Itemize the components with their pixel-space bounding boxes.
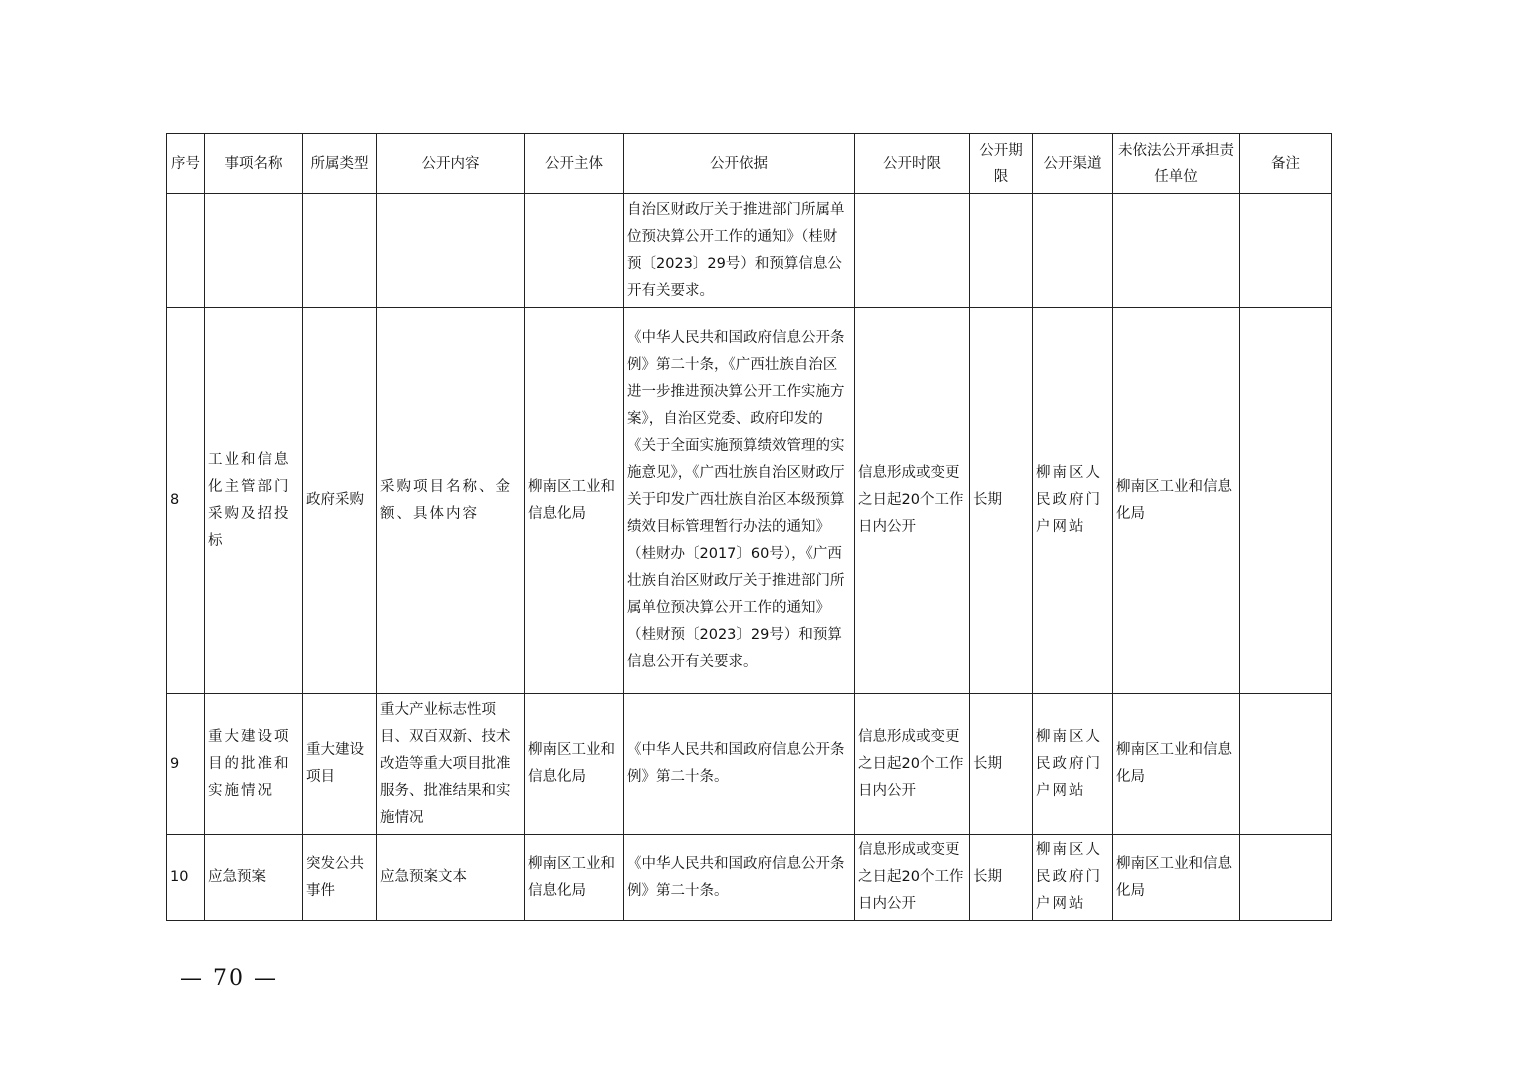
- cell-time-limit: 信息形成或变更之日起20个工作日内公开: [855, 694, 970, 835]
- cell-item: 重大建设项目的批准和实施情况: [205, 694, 303, 835]
- table-row: [167, 835, 1332, 921]
- cell-item: 应急预案: [205, 835, 303, 921]
- cell-channel: 柳南区人民政府门户网站: [1033, 835, 1113, 921]
- header-channel: 公开渠道: [1033, 134, 1113, 194]
- table-row: [167, 308, 1332, 694]
- cell-remarks: [1240, 835, 1332, 921]
- cell-time-limit: 信息形成或变更之日起20个工作日内公开: [855, 835, 970, 921]
- cell-content: 采购项目名称、金额、具体内容: [377, 308, 525, 694]
- cell-category: 政府采购: [303, 308, 377, 694]
- cell-period: [970, 194, 1033, 308]
- cell-period: 长期: [970, 835, 1033, 921]
- cell-seq: [167, 194, 205, 308]
- cell-seq: 8: [167, 308, 205, 694]
- cell-category: 突发公共事件: [303, 835, 377, 921]
- header-subject: 公开主体: [525, 134, 624, 194]
- cell-time-limit: 信息形成或变更之日起20个工作日内公开: [855, 308, 970, 694]
- cell-basis: 《中华人民共和国政府信息公开条例》第二十条。: [624, 835, 855, 921]
- cell-responsible: 柳南区工业和信息化局: [1113, 835, 1240, 921]
- cell-content: [377, 194, 525, 308]
- cell-category: 重大建设项目: [303, 694, 377, 835]
- cell-basis: 《中华人民共和国政府信息公开条例》第二十条。: [624, 694, 855, 835]
- cell-subject: 柳南区工业和信息化局: [525, 308, 624, 694]
- header-period: 公开期限: [970, 134, 1033, 194]
- cell-period: 长期: [970, 694, 1033, 835]
- header-time-limit: 公开时限: [855, 134, 970, 194]
- cell-remarks: [1240, 694, 1332, 835]
- header-seq: 序号: [167, 134, 205, 194]
- cell-subject: 柳南区工业和信息化局: [525, 694, 624, 835]
- cell-basis: 《中华人民共和国政府信息公开条例》第二十条，《广西壮族自治区进一步推进预决算公开工作实施方案》，自治区党委、政府印发的《关于全面实施预算绩效管理的实施意见》，《广西壮族自治区财政厅关于印发广西壮族自治区本级预算绩效目标管理暂行办法的通知》（桂财办〔2017〕60号），《广西壮族自治区财政厅关于推进部门所属单位预决算公开工作的通知》（桂财预〔2023〕29号）和预算信息公开有关要求。: [624, 308, 855, 694]
- cell-content: 应急预案文本: [377, 835, 525, 921]
- cell-channel: 柳南区人民政府门户网站: [1033, 694, 1113, 835]
- disclosure-table: [166, 133, 1332, 921]
- cell-channel: 柳南区人民政府门户网站: [1033, 308, 1113, 694]
- page-number: — 70 —: [180, 966, 278, 991]
- cell-remarks: [1240, 194, 1332, 308]
- cell-item: 工业和信息化主管部门采购及招投标: [205, 308, 303, 694]
- cell-category: [303, 194, 377, 308]
- cell-content: 重大产业标志性项目、双百双新、技术改造等重大项目批准服务、批准结果和实施情况: [377, 694, 525, 835]
- header-basis: 公开依据: [624, 134, 855, 194]
- table-row: [167, 694, 1332, 835]
- cell-responsible: 柳南区工业和信息化局: [1113, 308, 1240, 694]
- cell-responsible: 柳南区工业和信息化局: [1113, 694, 1240, 835]
- header-item: 事项名称: [205, 134, 303, 194]
- cell-responsible: [1113, 194, 1240, 308]
- cell-subject: [525, 194, 624, 308]
- cell-time-limit: [855, 194, 970, 308]
- cell-subject: 柳南区工业和信息化局: [525, 835, 624, 921]
- table-row: [167, 194, 1332, 308]
- cell-period: 长期: [970, 308, 1033, 694]
- cell-remarks: [1240, 308, 1332, 694]
- header-remarks: 备注: [1240, 134, 1332, 194]
- header-category: 所属类型: [303, 134, 377, 194]
- cell-channel: [1033, 194, 1113, 308]
- cell-seq: 9: [167, 694, 205, 835]
- cell-basis: 自治区财政厅关于推进部门所属单位预决算公开工作的通知》（桂财预〔2023〕29号）和预算信息公开有关要求。: [624, 194, 855, 308]
- cell-item: [205, 194, 303, 308]
- header-responsible: 未依法公开承担责任单位: [1113, 134, 1240, 194]
- header-row: [167, 134, 1332, 194]
- header-content: 公开内容: [377, 134, 525, 194]
- cell-seq: 10: [167, 835, 205, 921]
